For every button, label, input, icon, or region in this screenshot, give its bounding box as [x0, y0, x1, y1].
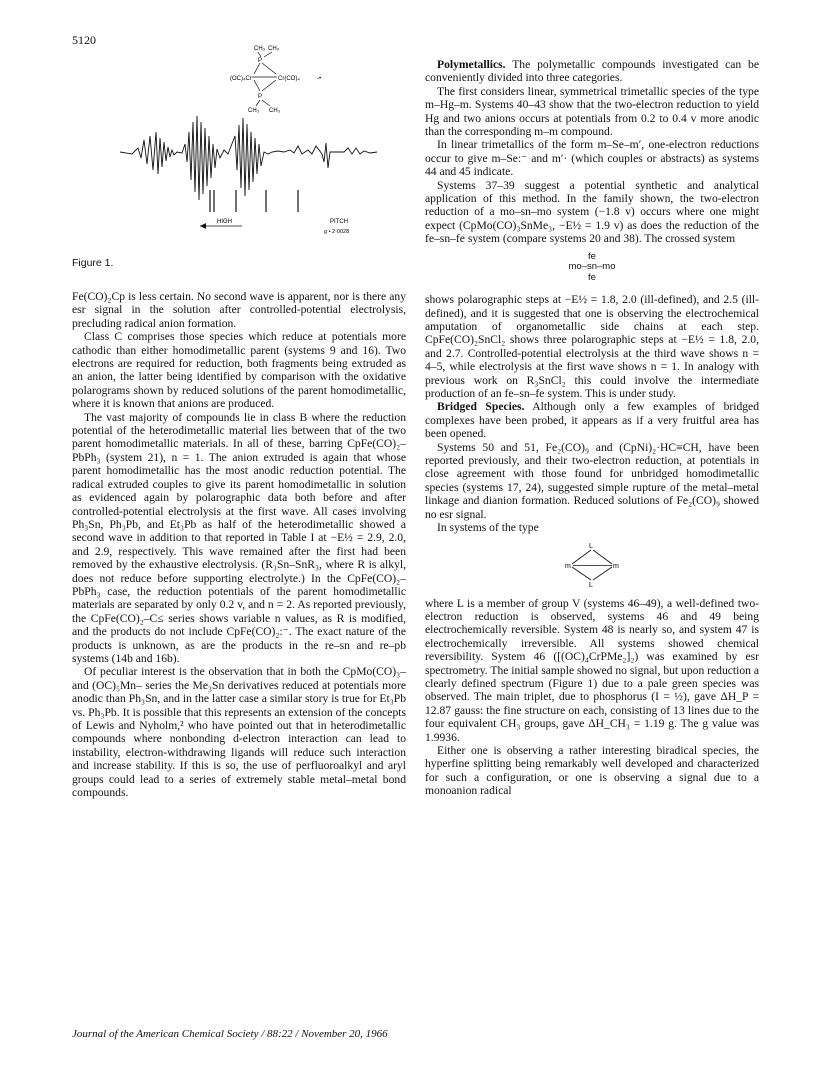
left-paragraph-4: Of peculiar interest is the observation that in both the CpMo(CO)₃– and (OC)₅Mn– series the Me₃Sn derivatives reduced at potentials more anodic than Ph₃Sn, and in the latter case a similar story is true for Et₃Pb vs. Ph₃Pb. It is possible that this represents an extension of the concepts of Lewis and Nyholm,² who have pointed out that in heterodimetallic compounds where nonbonding d-electron interaction can lead to instability, electron-withdrawing ligands will reduce such interaction and increase stability. If this is so, the use of perfluoroalkyl and aryl groups could lead to a series of extremely stable metal–metal bond compounds.: [72, 665, 406, 800]
structure-ch3-top-left: CH₃: [254, 46, 266, 52]
right-paragraph-5: shows polarographic steps at −E½ = 1.8, 2.0 (ill-defined), and 2.5 (ill-defined), and it is suggested that one is observing the electrochemical amputation of organometallic side chains at each step. CpFe(CO)₂SnCl₂ shows three polarographic steps at −E½ = 1.8, 2.0, and 2.7. Controlled-potential electrolysis at the third wave shows n = 4–5, while electrolysis at the first wave shows n = 1. In analogy with previous work on R₃SnCl₂ this could involve the intermediate production of an fe–sn–fe system. This is under study.: [425, 293, 759, 401]
right-paragraph-7: Systems 50 and 51, Fe₂(CO)₉ and (CpNi)₂·HC≡CH, have been reported previously, and their two-electron reduction, at potentials in close agreement with those found for unbridged homodimetallic species (systems 17, 24), suggested simple rupture of the metal–metal linkage and dianion formation. Reduced solutions of Fe₂(CO)₉ showed no esr signal.: [425, 440, 759, 521]
label-g-value: g • 2·0028: [324, 229, 350, 235]
right-paragraph-6: Although only a few examples of bridged complexes have been probed, it appears as if a very fruitful area has been opened.: [425, 400, 759, 441]
diamond-right: m: [613, 562, 619, 570]
crossed-system-formula: [425, 252, 759, 284]
diamond-top: L: [589, 542, 593, 550]
section-heading-polymetallics: Polymetallics.: [437, 58, 506, 71]
left-paragraph-2: Class C comprises those species which reduce at potentials more cathodic than either homodimetallic parent (systems 9 and 16). Two electrons are required for reduction, both fragments being extruded as an anion, the latter being identified by comparison with the oxidative polarograms shown by reduced solutions of the parent homodimetallic, where it is known that anions are produced.: [72, 330, 406, 411]
label-high: HIGH: [217, 219, 232, 225]
right-paragraph-3: In linear trimetallics of the form m–Se–m′, one-electron reductions occur to give m–Se:⁻ and m′· (which couples or abstracts) as systems 44 and 45 indicate.: [425, 138, 759, 179]
journal-footer: Journal of the American Chemical Society / 88:22 / November 20, 1966: [72, 1028, 388, 1040]
figure-esr-spectrum: [72, 40, 412, 302]
right-paragraph-2: The first considers linear, symmetrical trimetallic species of the type m–Hg–m. Systems 40–43 show that the two-electron reduction to yield Hg and two anions occurs at potentials from 0.2 to 0.4 v more anodic than the corresponding m–m compound.: [425, 84, 759, 139]
crossed-bottom: fe: [588, 271, 596, 283]
structure-p-top: P: [258, 58, 263, 64]
structure-charge: -•: [317, 76, 322, 82]
crossed-mid: mo–sn–mo: [568, 261, 616, 273]
left-paragraph-1: Fe(CO)₂Cp is less certain. No second wave is apparent, nor is there any esr signal in the solution after controlled-potential electrolysis, precluding radical anion formation.: [72, 290, 406, 330]
structure-p-bottom: P: [258, 94, 263, 100]
diamond-bottom: L: [589, 581, 593, 589]
section-heading-bridged: Bridged Species.: [437, 400, 525, 414]
structure-ch3-bottom-right: CH₃: [269, 108, 281, 114]
right-paragraph-1: The polymetallic compounds investigated can be conveniently divided into three categories.: [425, 58, 759, 85]
bridged-diamond-structure: [562, 541, 622, 589]
label-pitch: PITCH: [330, 219, 348, 225]
left-column: [72, 290, 406, 799]
structure-left-group: (OC)₄Cr: [230, 76, 252, 82]
crossed-top: fe: [588, 250, 596, 262]
right-paragraph-10: Either one is observing a rather interesting biradical species, the hyperfine splitting being remarkably well developed and characterized for such a configuration, or one is observing a signal due to a monoanion radical: [425, 743, 759, 798]
esr-spectrum-figure: [72, 40, 412, 255]
esr-trace: [120, 116, 377, 200]
structure-ch3-top-right: CH₃: [268, 46, 280, 52]
right-paragraph-4: Systems 37–39 suggest a potential synthetic and analytical application of this method. In the family shown, the two-electron reduction of a mo–sn–mo system (−1.8 v) occurs where one might expect (CpMo(CO)₃SnMe₃, −E½ = 1.9 v) as does the reduction of the fe–sn–fe system (compare systems 20 and 38). The crossed system: [425, 178, 759, 246]
right-paragraph-9: where L is a member of group V (systems 46–49), a well-defined two-electron reduction is observed, systems 46 and 49 being electrochemically reversible. System 48 is nearly so, and system 47 is electrochemically irreversible. All systems showed chemical reversibility. System 46 ([(OC)₄CrPMe₂]₂) was examined by esr spectrometry. The initial sample showed no signal, but upon reduction a clearly defined spectrum (Figure 1) due to a pale green species was observed. The main triplet, due to phosphorus (I = ½), gave ΔH_P = 12.87 gauss: the fine structure on each, consisting of 13 lines due to the four equivalent CH₃ groups, gave ΔH_CH₃ = 1.19 g. The g value was 1.9936.: [425, 596, 759, 744]
left-paragraph-3: The vast majority of compounds lie in class B where the reduction potential of the heterodimetallic material lies between that of the two parent homodimetallic materials. In all of these, barring CpFe(CO)₂–PbPh₃ (system 21), n = 1. The anion extruded is again that whose parent homodimetallic has the most anodic reduction potential. The radical extruded couples to give its parent homodimetallic in solution as evidenced again by polarographic data both before and after controlled-potential electrolysis at the first wave. All cases involving Ph₃Sn, Ph₃Pb, and Et₃Pb as half of the heterodimetallic showed a second wave in addition to that reported in Table I at −E½ = 2.9, 2.0, and 2.9, respectively. This wave remained after the first had been removed by the exhaustive electrolysis. (R₃Sn–SnR₃, where R is alkyl, does not reduce before supporting electrolyte.) In the CpFe(CO)₂–PbPh₃ case, the reduction potentials of the parent homodimetallic materials are separated by only 0.2 v, and n = 2. As reported previously, the CpFe(CO)₂–C≤ series shows variable n values, as R is modified, and the products do not include CpFe(CO)₂:⁻. The exact nature of the products is unknown, as are the products in the re–sn and re–pb systems (14b and 16b).: [72, 410, 406, 665]
diamond-left: m: [565, 562, 571, 570]
structure-ch3-bottom-left: CH₃: [248, 108, 260, 114]
page-number: 5120: [72, 33, 96, 47]
right-column: [425, 58, 759, 798]
figure-caption: Figure 1.: [72, 257, 114, 269]
structure-right-group: Cr(CO)₄: [278, 76, 300, 82]
right-paragraph-8: In systems of the type: [437, 521, 539, 535]
